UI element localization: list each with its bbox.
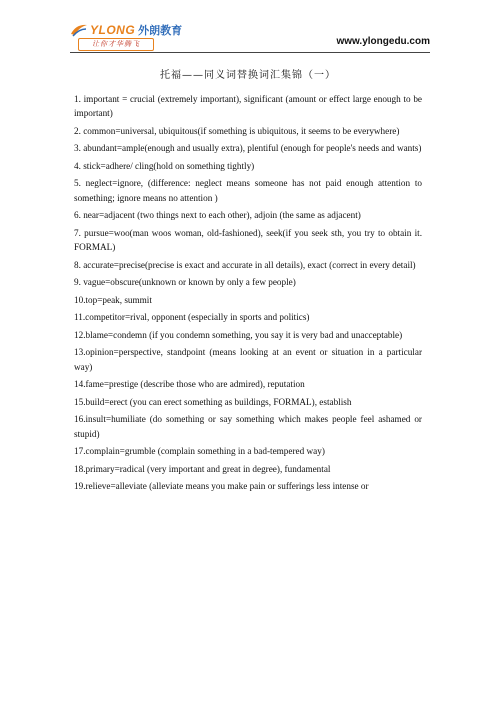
page-header — [64, 22, 430, 52]
logo-brand-text: YLONG — [90, 23, 136, 37]
vocabulary-entry: 7. pursue=woo(man woos woman, old-fashioned), seek(if you seek sth, you try to obtain it. FORMAL) — [74, 227, 422, 253]
vocabulary-entry: 5. neglect=ignore, (difference: neglect means someone has not paid enough attention to something; ignore means no attention ) — [74, 178, 422, 203]
logo-main — [70, 22, 182, 38]
vocabulary-entry: 8. accurate=precise(precise is exact and accurate in all details), exact (correct in every detail) — [74, 259, 416, 270]
site-url: www.ylongedu.com — [336, 36, 430, 47]
vocabulary-entry: 14.fame=prestige (describe those who are admired), reputation — [74, 379, 305, 390]
ylong-logo — [70, 22, 210, 50]
vocabulary-entry: 10.top=peak, summit — [74, 294, 152, 305]
vocabulary-entry: 18.primary=radical (very important and great in degree), fundamental — [74, 463, 331, 474]
vocabulary-entry: 16.insult=humiliate (do something or say something which makes people feel ashamed or stupid) — [74, 414, 422, 439]
header-divider — [70, 52, 430, 53]
vocabulary-entry: 4. stick=adhere/ cling(hold on something tightly) — [74, 160, 255, 171]
vocabulary-entry: 17.complain=grumble (complain something in a bad-tempered way) — [74, 446, 325, 457]
vocabulary-list — [74, 92, 422, 497]
vocabulary-entry: 13.opinion=perspective, standpoint (means looking at an event or situation in a particular way) — [74, 347, 422, 372]
vocabulary-entry: 19.relieve=alleviate (alleviate means you make pain or sufferings less intense or — [74, 481, 369, 492]
logo-tagline: 让你才华腾飞 — [78, 38, 154, 51]
vocabulary-entry: 12.blame=condemn (if you condemn something, you say it is very bad and unacceptable) — [74, 329, 403, 340]
vocabulary-entry: 9. vague=obscure(unknown or known by only a few people) — [74, 277, 296, 288]
vocabulary-entry: 3. abundant=ample(enough and usually extra), plentiful (enough for people's needs and wants) — [74, 143, 422, 154]
logo-swoosh-icon — [70, 23, 88, 37]
vocabulary-entry: 15.build=erect (you can erect something as buildings, FORMAL), establish — [74, 396, 352, 407]
vocabulary-entry: 2. common=universal, ubiquitous(if something is ubiquitous, it seems to be everywhere) — [74, 125, 400, 136]
logo-chinese-text: 外朗教育 — [138, 24, 183, 37]
document-title: 托福——同义词替换词汇集锦（一） — [160, 70, 336, 81]
vocabulary-entry: 6. near=adjacent (two things next to each other), adjoin (the same as adjacent) — [74, 210, 361, 221]
vocabulary-entry: 1. important = crucial (extremely important), significant (amount or effect large enough to be important) — [74, 94, 422, 119]
vocabulary-entry: 11.competitor=rival, opponent (especially in sports and politics) — [74, 312, 310, 323]
